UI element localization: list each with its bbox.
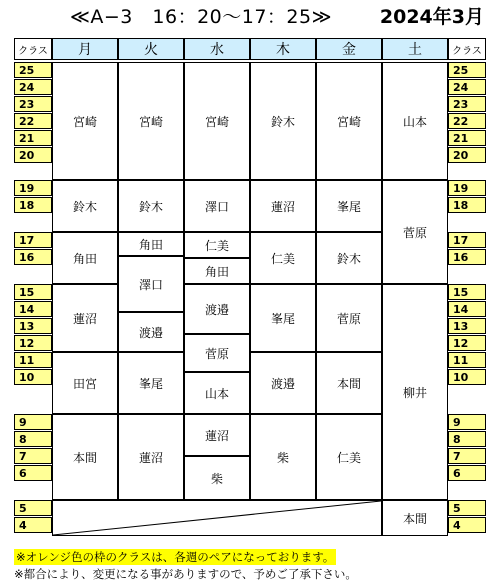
lesson-cell-mon-5: 田宮 [52,352,118,414]
class-header-left: クラス [14,38,52,60]
lesson-cell-wed-4: 角田 [184,258,250,284]
class-number-left: 22 [14,113,52,129]
class-number-left: 11 [14,352,52,368]
lesson-cell-sat-2: 菅原 [382,180,448,284]
class-number-right: 4 [448,517,486,533]
day-header-mon: 月 [52,38,118,60]
class-number-left: 5 [14,500,52,516]
lesson-cell-fri-2: 峯尾 [316,180,382,232]
class-number-left: 21 [14,130,52,146]
class-header-right: クラス [448,38,486,60]
class-number-right: 21 [448,130,486,146]
day-header-fri: 金 [316,38,382,60]
lesson-cell-tue-3: 角田 [118,232,184,256]
lesson-cell-tue-4: 澤口 [118,256,184,312]
lesson-cell-mon-1: 宮崎 [52,62,118,180]
class-number-left: 12 [14,335,52,351]
class-number-left: 7 [14,448,52,464]
class-number-left: 19 [14,180,52,196]
day-header-tue: 火 [118,38,184,60]
class-number-right: 20 [448,147,486,163]
lesson-cell-thu-4: 峯尾 [250,284,316,352]
class-number-left: 25 [14,62,52,78]
lesson-cell-tue-1: 宮崎 [118,62,184,180]
lesson-cell-sat-4: 本間 [382,500,448,536]
class-number-right: 18 [448,197,486,213]
class-number-right: 24 [448,79,486,95]
lesson-cell-fri-3: 鈴木 [316,232,382,284]
lesson-cell-thu-2: 蓮沼 [250,180,316,232]
lesson-cell-mon-3: 角田 [52,232,118,284]
lesson-cell-fri-1: 宮崎 [316,62,382,180]
lesson-cell-fri-5: 本間 [316,352,382,414]
lesson-cell-mon-4: 蓮沼 [52,284,118,352]
day-header-sat: 土 [382,38,448,60]
lesson-cell-wed-3: 仁美 [184,232,250,258]
lesson-cell-thu-1: 鈴木 [250,62,316,180]
class-number-right: 17 [448,232,486,248]
month-label: 2024年3月 [379,6,484,28]
class-number-left: 24 [14,79,52,95]
lesson-cell-mon-2: 鈴木 [52,180,118,232]
lesson-cell-wed-6: 菅原 [184,334,250,372]
lesson-cell-sat-1: 山本 [382,62,448,180]
class-number-right: 14 [448,301,486,317]
lesson-cell-mon-6: 本間 [52,414,118,500]
lesson-cell-fri-6: 仁美 [316,414,382,500]
class-number-left: 10 [14,369,52,385]
class-number-right: 22 [448,113,486,129]
day-header-wed: 水 [184,38,250,60]
class-number-right: 15 [448,284,486,300]
lesson-cell-wed-7: 山本 [184,372,250,414]
schedule-title: ≪A−3 16：20〜17：25≫ [70,6,332,28]
lesson-cell-thu-3: 仁美 [250,232,316,284]
class-number-left: 4 [14,517,52,533]
lesson-cell-wed-9: 柴 [184,456,250,500]
class-number-right: 19 [448,180,486,196]
class-number-left: 15 [14,284,52,300]
class-number-right: 16 [448,249,486,265]
class-number-left: 13 [14,318,52,334]
note-schedule-change: ※都合により、変更になる事がありますので、予めご了承下さい。 [14,567,357,581]
class-number-left: 9 [14,414,52,430]
lesson-cell-tue-6: 峯尾 [118,352,184,414]
lesson-cell-wed-8: 蓮沼 [184,414,250,456]
note-pair-classes: ※オレンジ色の枠のクラスは、各週のペアになっております。 [16,550,335,564]
lesson-cell-wed-5: 渡邉 [184,284,250,334]
lesson-cell-fri-4: 菅原 [316,284,382,352]
class-number-right: 6 [448,465,486,481]
class-number-left: 18 [14,197,52,213]
class-number-right: 10 [448,369,486,385]
lesson-cell-sat-3: 柳井 [382,284,448,500]
lesson-cell-wed-1: 宮崎 [184,62,250,180]
empty-merged-cell [52,500,382,536]
lesson-cell-wed-2: 澤口 [184,180,250,232]
class-number-left: 14 [14,301,52,317]
class-number-left: 17 [14,232,52,248]
class-number-left: 8 [14,431,52,447]
class-number-right: 12 [448,335,486,351]
class-number-right: 11 [448,352,486,368]
class-number-right: 13 [448,318,486,334]
lesson-cell-thu-6: 柴 [250,414,316,500]
day-header-thu: 木 [250,38,316,60]
class-number-right: 23 [448,96,486,112]
class-number-right: 5 [448,500,486,516]
class-number-left: 23 [14,96,52,112]
lesson-cell-thu-5: 渡邉 [250,352,316,414]
class-number-left: 16 [14,249,52,265]
class-number-right: 8 [448,431,486,447]
lesson-cell-tue-5: 渡邉 [118,312,184,352]
diagonal-line [53,501,381,535]
class-number-right: 7 [448,448,486,464]
lesson-cell-tue-2: 鈴木 [118,180,184,232]
class-number-right: 25 [448,62,486,78]
lesson-cell-tue-7: 蓮沼 [118,414,184,500]
class-number-left: 20 [14,147,52,163]
class-number-right: 9 [448,414,486,430]
class-number-left: 6 [14,465,52,481]
